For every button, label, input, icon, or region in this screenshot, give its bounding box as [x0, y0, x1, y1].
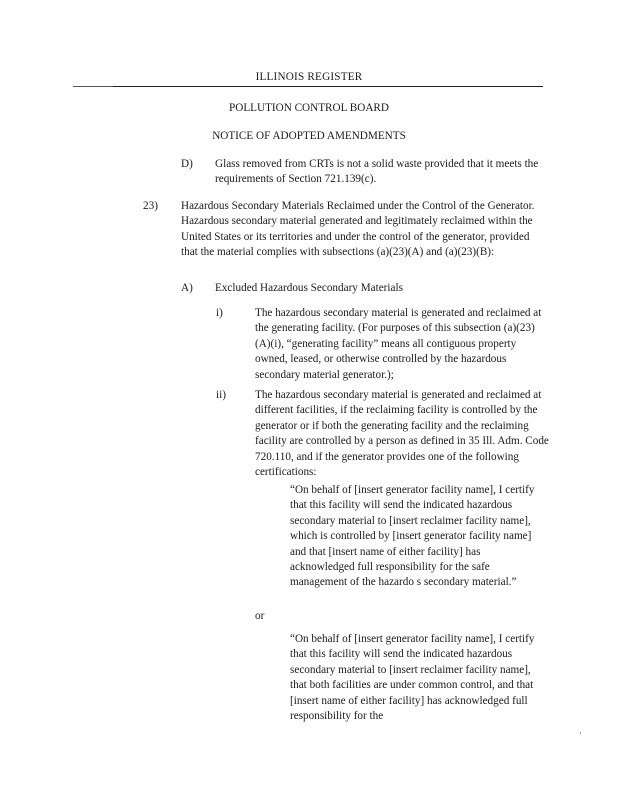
item-d-text: Glass removed from CRTs is not a solid waste provided that it meets the requirements of Section 721.139(c).	[215, 158, 539, 186]
certification-quote-1: “On behalf of [insert generator facility name], I certify that this facility will send the indicated hazardous secondary material to [insert reclaimer facility name], which is controlled by [insert generator facility name] and that [insert name of either facility] has acknowledged full responsibility for the safe management of the hazardo s secondary material.”	[290, 484, 535, 589]
board-name: POLLUTION CONTROL BOARD	[229, 102, 389, 114]
notice-title: NOTICE OF ADOPTED AMENDMENTS	[212, 130, 406, 142]
item-ii-marker: ii)	[216, 389, 226, 401]
or-connector: or	[255, 610, 265, 622]
register-title: ILLINOIS REGISTER	[255, 71, 363, 83]
item-i-text: The hazardous secondary material is generated and reclaimed at the generating facility. (For purposes of this subsection (a)(23)(A)(i), “generating facility” means all contiguous property owned, leased, or otherwise controlled by the hazardous secondary material generator.);	[255, 307, 542, 381]
item-a-marker: A)	[181, 282, 193, 294]
certification-quote-2: “On behalf of [insert generator facility name], I certify that this facility will send the indicated hazardous secondary material to [insert reclaimer facility name], that both facilities are under common control, and that [insert name of either facility] has acknowledged full responsibility for the	[290, 633, 535, 723]
item-a-heading: Excluded Hazardous Secondary Materials	[215, 282, 403, 294]
item-i-marker: i)	[216, 307, 223, 319]
item-ii-text: The hazardous secondary material is generated and reclaimed at different facilities, if the reclaiming facility is controlled by the generator or if both the generating facility and the reclaiming facility are controlled by a person as defined in 35 Ill. Adm. Code 720.110, and if the generator provides one of the following certifications:	[255, 389, 549, 479]
header-rule	[73, 86, 543, 87]
item-23-text: Hazardous Secondary Materials Reclaimed under the Control of the Generator. Hazardous secondary material generated and legitimately reclaimed within the United States or its territories and under the control of the generator, provided that the material complies with subsections (a)(23)(A) and (a)(23)(B):	[181, 200, 535, 259]
item-23-marker: 23)	[143, 200, 158, 212]
item-d-marker: D)	[181, 158, 193, 170]
scan-speck	[580, 732, 581, 734]
header-rule-accent	[73, 86, 113, 87]
